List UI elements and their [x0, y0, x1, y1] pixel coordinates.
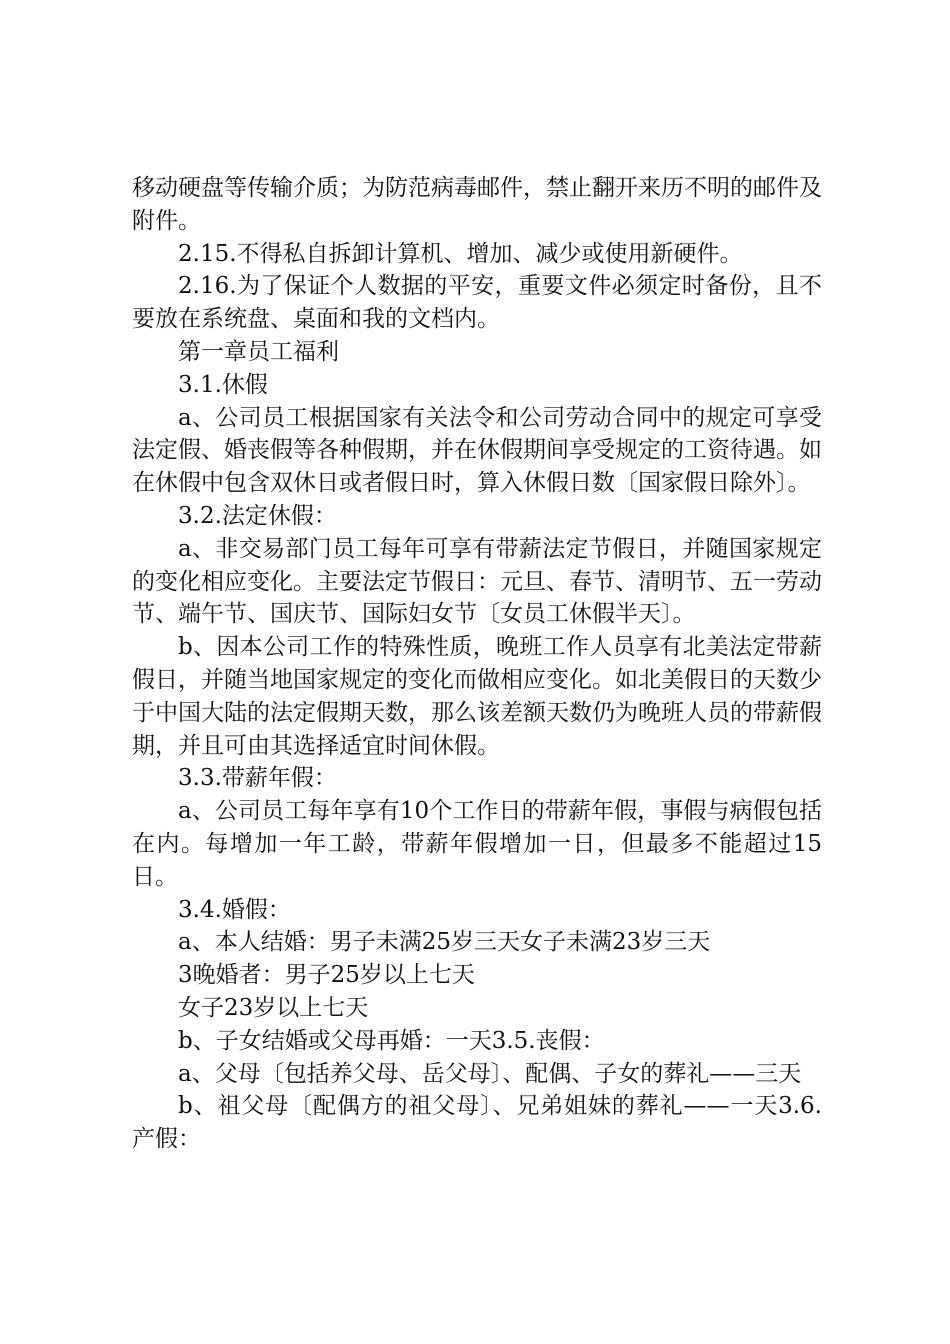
paragraph: b、子女结婚或父母再婚：一天3.5.丧假： — [178, 1027, 605, 1054]
paragraph: a、父母〔包括养父母、岳父母〕、配偶、子女的葬礼——三天 — [178, 1060, 802, 1087]
paragraph: b、祖父母〔配偶方的祖父母〕、兄弟姐妹的葬礼——一天3.6.产假： — [132, 1093, 822, 1153]
paragraph: 移动硬盘等传输介质；为防范病毒邮件，禁止翻开来历不明的邮件及附件。 — [132, 175, 822, 234]
subsection-heading: 3.2.法定休假： — [178, 502, 337, 529]
paragraph: 3晚婚者：男子25岁以上七天 — [178, 962, 475, 989]
paragraph: a、公司员工根据国家有关法令和公司劳动合同中的规定可享受法定假、婚丧假等各种假期，并在休假期间享受规定的工资待遇。如在休假中包含双休日或者假日时，算入休假日数〔国家假日除外〕。 — [132, 404, 822, 497]
paragraph: a、非交易部门员工每年可享有带薪法定节假日，并随国家规定的变化相应变化。主要法定节假日：元旦、春节、清明节、五一劳动节、端午节、国庆节、国际妇女节〔女员工休假半天〕。 — [132, 535, 822, 628]
paragraph: 2.15.不得私自拆卸计算机、增加、减少或使用新硬件。 — [178, 240, 743, 267]
subsection-heading: 3.1.休假 — [178, 371, 268, 398]
section-heading: 第一章员工福利 — [178, 338, 339, 365]
subsection-heading: 3.3.带薪年假： — [178, 765, 337, 792]
paragraph: b、因本公司工作的特殊性质，晚班工作人员享有北美法定带薪假日，并随当地国家规定的变化而做相应变化。如北美假日的天数少于中国大陆的法定假期天数，那么该差额天数仍为晚班人员的带薪假期，并且可由其选择适宜时间休假。 — [132, 634, 822, 759]
paragraph: a、公司员工每年享有10个工作日的带薪年假，事假与病假包括在内。每增加一年工龄，带薪年假增加一日，但最多不能超过15日。 — [132, 798, 822, 890]
document-body — [132, 172, 822, 1156]
paragraph: a、本人结婚：男子未满25岁三天女子未满23岁三天 — [178, 929, 711, 956]
paragraph: 2.16.为了保证个人数据的平安，重要文件必须定时备份，且不要放在系统盘、桌面和我的文档内。 — [132, 273, 822, 333]
paragraph: 女子23岁以上七天 — [178, 994, 369, 1021]
subsection-heading: 3.4.婚假： — [178, 896, 291, 923]
